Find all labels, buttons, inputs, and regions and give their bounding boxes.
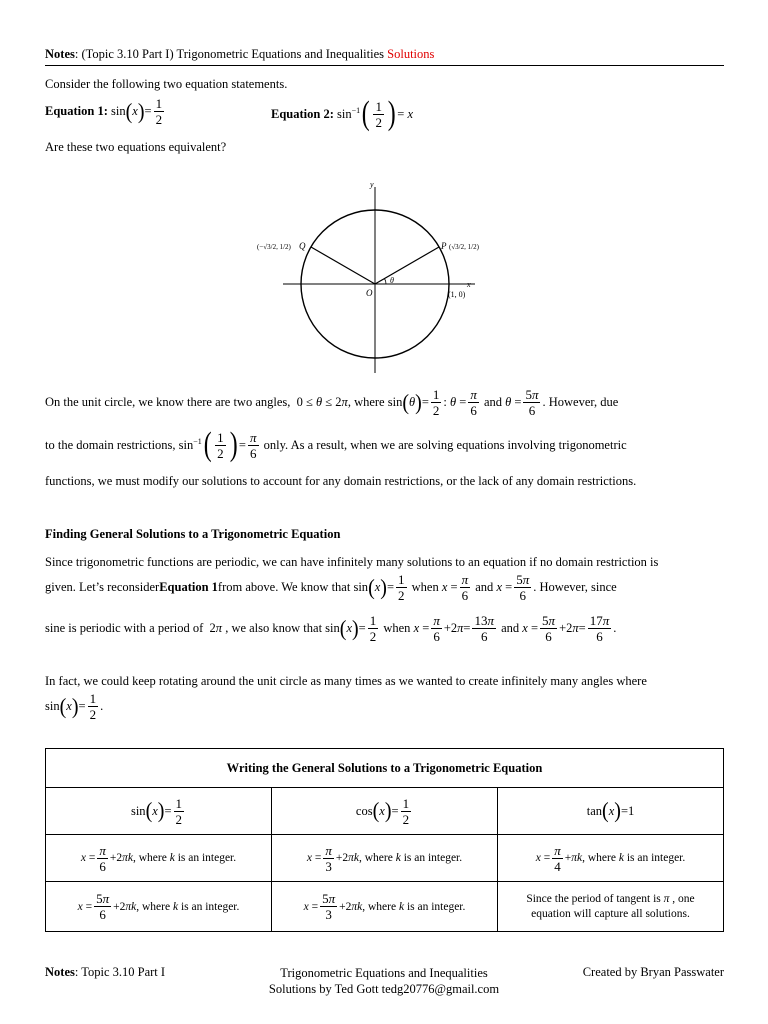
footer-left: Notes: Topic 3.10 Part I [45, 965, 166, 979]
section-line3: sine is periodic with a period of 2 π , we also know that sin ( x ) = $\frac{1}{2}$ when x = $\frac{\pi}{6}$ +2 π = $\frac{13\pi}{6}$ and x = $\frac{5\pi}{6}$ +2 π = $\frac{17\pi}{6}$ . [45, 613, 617, 644]
para1-line2: to the domain restrictions, $\sin^{-1}$ ( $\frac{1}{2}$ ) = $\frac{\pi}{6}$ only. As a result, when we are solving equations involving trigonometric [45, 426, 627, 463]
theta-label: θ [390, 276, 394, 285]
header-title: : (Topic 3.10 Part I) Trigonometric Equations and Inequalities [74, 47, 388, 61]
sin-solution-1: x = $\frac{\pi}{6}$ +2 πk , where k is an integer. [46, 835, 272, 882]
section-line5: sin ( x ) = $\frac{1}{2}$ . [45, 691, 104, 722]
radius-q [311, 247, 375, 284]
intro-question: Are these two equations equivalent? [45, 140, 227, 154]
equation-2: Equation 2: $\sin^{-1}$ ( $\frac{1}{2}$ ) = x [271, 95, 414, 132]
equation-1: Equation 1: sin ( x ) = $\frac{1}{2}$ [45, 96, 163, 127]
eq1-label: Equation 1: [45, 104, 108, 118]
point-one-label: (1, 0) [448, 290, 466, 299]
header-solutions: Solutions [387, 47, 435, 61]
tan-header: tan ( x ) =1 [498, 788, 724, 835]
intro-consider: Consider the following two equation statements. [45, 77, 288, 91]
x-axis-label: x [467, 280, 471, 289]
unit-circle-diagram [255, 175, 485, 375]
general-solutions-table [45, 748, 724, 932]
tan-solution: x = $\frac{\pi}{4}$ + πk , where k is an integer. [498, 835, 724, 882]
section-line4: In fact, we could keep rotating around the unit circle as many times as we wanted to create infinitely many angles where [45, 674, 647, 688]
section-heading: Finding General Solutions to a Trigonometric Equation [45, 527, 341, 541]
para1-line1: On the unit circle, we know there are two angles, 0 ≤ θ ≤ 2π , where sin ( θ ) = $\frac{1}{2}$ : θ = $\frac{\pi}{6}$ and θ = $\frac{5\pi}{6}$ . However, due [45, 387, 619, 418]
header-rule [45, 65, 724, 66]
cos-header: cos ( x ) = $\frac{1}{2}$ [272, 788, 498, 835]
cos-solution-1: x = $\frac{\pi}{3}$ +2 πk , where k is an integer. [272, 835, 498, 882]
sin-header: sin ( x ) = $\frac{1}{2}$ [46, 788, 272, 835]
page-header [45, 47, 434, 62]
footer-right: Created by Bryan Passwater [582, 965, 724, 979]
point-p-coords: (√3/2, 1/2) [449, 243, 479, 251]
header-notes-label: Notes [45, 47, 75, 61]
point-p-label: P [441, 241, 447, 251]
sin-solution-2: x = $\frac{5\pi}{6}$ +2 πk , where k is an integer. [46, 882, 272, 932]
origin-label: O [366, 288, 373, 298]
cos-solution-2: x = $\frac{5\pi}{3}$ +2 πk , where k is an integer. [272, 882, 498, 932]
section-line2: given. Let’s reconsider Equation 1 from above. We know that sin ( x ) = $\frac{1}{2}$ when x = $\frac{\pi}{6}$ and x = $\frac{5\pi}{6}$ . However, since [45, 572, 617, 603]
y-axis-label: y [370, 180, 374, 189]
footer-center: Trigonometric Equations and Inequalities Solutions by Ted Gott tedg20776@gmail.com [268, 966, 500, 996]
tan-note: Since the period of tangent is π , one equation will capture all solutions. [498, 882, 724, 932]
table-title: Writing the General Solutions to a Trigonometric Equation [46, 749, 724, 788]
theta-arc [385, 279, 387, 285]
section-line1: Since trigonometric functions are periodic, we can have infinitely many solutions to an equation if no domain restriction is [45, 555, 659, 569]
point-q-coords: (−√3/2, 1/2) [257, 243, 291, 251]
eq2-label: Equation 2: [271, 106, 334, 121]
para1-line3: functions, we must modify our solutions to account for any domain restrictions, or the lack of any domain restrictions. [45, 474, 637, 488]
point-q-label: Q [299, 241, 306, 251]
